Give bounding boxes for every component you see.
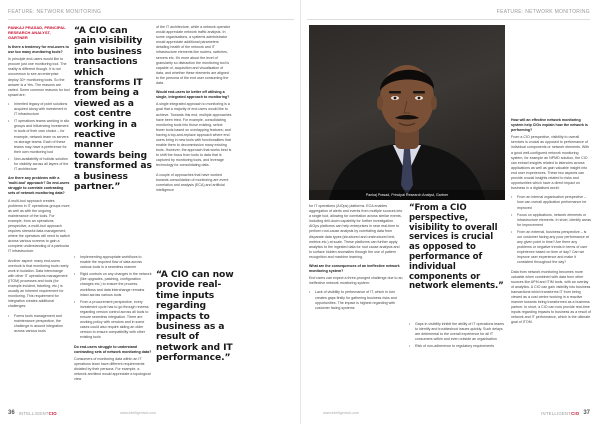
bullet-item: • Forms tools management and maintenance perspective, the challenge is around integration across various tools <box>8 314 70 334</box>
bullet-item: • Non-availability of holistic solution for visibility across all layers of the IT architecture <box>8 157 70 172</box>
page-number: 36 <box>8 410 15 416</box>
paragraph: End users can expect a three-pronged challenge due to an ineffective network monitoring system: <box>309 276 403 286</box>
article-column-1 <box>309 204 403 315</box>
bullet-item: • Gaps in visibility inhibit the ability of IT operations teams to identify and troubleshoot issues quickly. Such delays are detrimental to the overall experience for all IT consumers within and even outside an organisation <box>409 322 505 342</box>
portrait-photo <box>309 25 505 200</box>
bullet-item: • From an external, business perspective – is our customer facing any poor performance at any given point in time? Are there any problems or negative trends in terms of user experience based on time of day? Can we improve user experience and make it consistent throughout the day? <box>511 230 591 266</box>
bullet-item: • Implementing appropriate workflows to enable the required flow of data across various tools in a seamless manner <box>74 255 152 270</box>
byline: PANKAJ PRASAD, PRINCIPAL RESEARCH ANALYST, GARTNER <box>8 25 66 40</box>
magazine-brand: INTELLIGENTCIO <box>541 410 580 416</box>
interview-question: Do end-users struggle to understand contrasting sets of network monitoring data? <box>74 344 152 354</box>
bullet-item: • Risk of non-adherence to regulatory requirements <box>409 344 505 349</box>
paragraph: From a CIO perspective, visibility to overall services is crucial as opposed to performance of individual components or network elements. With a good well-configured network monitoring system, for example an NPMD solution, the CIO can extract insights related to latencies across applications as well as gain valuable insight into end user experiences. These two aspects can provide crucial insights related to risks and opportunities which have a direct impact on business in a digitalised world: <box>511 135 590 191</box>
article-column-3 <box>511 118 591 330</box>
photo-caption: Pankaj Prasad, Principal Research Analyst, Gartner <box>309 190 505 200</box>
bullet-list <box>309 290 403 310</box>
bullet-item: • Focus on applications, network elements or infrastructure elements. In short, identify areas for improvement <box>511 213 591 228</box>
article-column-2 <box>74 255 152 386</box>
interview-question: How will an effective network monitoring system help CIOs explain how the network is performing? <box>511 118 588 133</box>
paragraph: In principle end-users would like to procure just one monitoring tool. The reality is different though. It is not uncommon to see an enterprise deploy 30+ monitoring tools. So the answer is a Yes. The reasons are varied. Some common reasons for tool sprawl are: <box>8 57 70 97</box>
website-url: www.intelligentcio.com <box>120 411 157 415</box>
bullet-list <box>8 314 70 334</box>
article-column-3 <box>156 25 232 197</box>
pull-quote: “From a CIO perspective, visibility to overall services is crucial as opposed to performance of individual components or network elements.” <box>409 203 504 292</box>
paragraph: for IT operations (AIOps) platforms. ECA enables aggregation of alerts and events from multiple sources into a single tool, allowing for correlation across similar events, including drill-down capability for further investigation. AIOps platforms can help enterprises in near real-time to perform root-cause analysis by correlating data from disparate data types (structured and unstructured text, metrics etc.) at scale. These platforms can further apply analytics to the ingested data for root cause analysis and to surface hidden anomalies through the use of pattern recognition and machine learning. <box>309 204 403 259</box>
magazine-brand: INTELLIGENTCIO <box>18 410 57 416</box>
section-header: FEATURE: NETWORK MONITORING <box>496 9 590 15</box>
paragraph: Data from network monitoring becomes more valuable when combined with data from other sources like APM and ITIM tools, with an overlay of analytics. A CIO can gain visibility into business transactions which transforms IT from being viewed as a cost centre working in a reactive manner towards being transformed as a business partner. In short, a CIO can now provide real-time inputs regarding impacts to business as a result of network and IT performance, which is the ultimate goal of ITOM. <box>511 269 591 325</box>
interview-question: What are the consequences of an ineffective network monitoring system? <box>309 264 400 274</box>
article-column-1 <box>8 25 70 338</box>
bullet-item: • Lack of visibility to performance of IT, which in turn creates gaps firstly for gathering business risks and opportunities. The impact is highest regarding with customer facing systems <box>309 290 403 310</box>
pull-quote-2: “A CIO can now provide real-time inputs regarding impacts to business as a result of network and IT performance.” <box>156 269 234 364</box>
website-url: www.intelligentcio.com <box>323 411 360 415</box>
bullet-item: • Rigid controls on any changes in the network (like upgrades, patching, configuration changes etc.) to ensure the process, workflows and data interchange remains intact across various tools <box>74 272 152 297</box>
pull-quote: “A CIO can gain visibility into business transactions which transforms IT from being a viewed as a cost centre working in a reactive manner towards being transformed as a business partner.” <box>74 25 152 193</box>
bullet-list <box>409 322 505 349</box>
bullet-item: • From a procurement perspective, every investment cycle has to go through reviews regarding version control across all tools to ensure seamless integration. There are working policy with vendors and in some cases could also require aiding an older version to ensure compatibility with other existing tools <box>74 300 152 341</box>
header-divider <box>8 19 294 20</box>
bullet-list <box>74 255 152 341</box>
interview-question: Would end-users be better off utilising a single, integrated approach to monitoring? <box>156 90 230 100</box>
interview-question: Are there any problems with a 'multi-tool' approach? Do end-users struggle to correlate contrasting sets of network monitoring data? <box>8 176 70 196</box>
article-column-2 <box>409 322 505 353</box>
paragraph: Another aspect: many end-users overlook is that monitoring tools rarely work in isolation. Data interchange with other IT operations management (ITOM) processes and tools (for example incident, ticketing, etc.) is usually an inherent requirement for monitoring. This requirement for integration creates additional challenges: <box>8 258 69 309</box>
paragraph: A single integrated approach to monitoring is a goal that a majority of end users would like to achieve. Towards this end, multiple approaches have been tried. For example, consolidating monitoring tools into those existing, select fewer tools based on overlapping features; and having a top-and-replace approach where end users bring in new tools with functionalities that enable them to decommission many existing tools. However, the approach that works best is to shift the focus from tools to data that is captured by monitoring tools, and leverage technology for consolidating data. <box>156 102 232 168</box>
bullet-item: • Inherited legacy of point solutions acquired along with investment in IT infrastructure <box>8 102 70 117</box>
bullet-item: • From an internal organisation perspective – how can overall application performance be improved <box>511 195 591 210</box>
section-header: FEATURE: NETWORK MONITORING <box>8 9 102 15</box>
paragraph: Consumers of monitoring data within an IT operations team have different requirements dictated by their persona. For example, a network architect would appreciate a topological view <box>74 356 151 382</box>
paragraph: A multi-tool approach creates problems in IT operations groups more as well as with the ongoing maintenance of the tools. For example, from an operations perspective, a multi-tool approach requires stressful data management, where the operators will need to switch across various screens to gain a complete understanding of a particular IT infrastructure. <box>8 198 70 254</box>
page-number: 37 <box>583 410 590 416</box>
bullet-item: • IT operations teams working in silo groups and influencing investment in tools of their own choice – for example, network team vs servers vs storage teams. Each of these teams may have a preference for their own monitoring tool <box>8 119 70 155</box>
interview-question: Is there a tendency for end-users to use too many monitoring tools? <box>8 45 69 55</box>
header-divider <box>307 19 590 20</box>
paragraph: A couple of approaches that have worked towards consolidation of monitoring are event correlation and analysis (ECA) and artificial intelligence <box>156 172 229 192</box>
portrait-illustration <box>309 25 505 200</box>
right-page <box>300 0 600 424</box>
bullet-list <box>511 195 591 265</box>
bullet-list <box>8 102 70 172</box>
paragraph: of the IT architecture, while a network operator would appreciate network traffic analysis. In some organisations, a systems administrator would appreciate additional parameters detailing health of the network and IT infrastructure elements like routers, switches, servers etc. It's more about the level of granularity so distraction the monitoring tool is capable of, acquisition and visualisation of data, and whether these elements are aligned to the persona of the end user consuming the data. <box>156 25 231 86</box>
